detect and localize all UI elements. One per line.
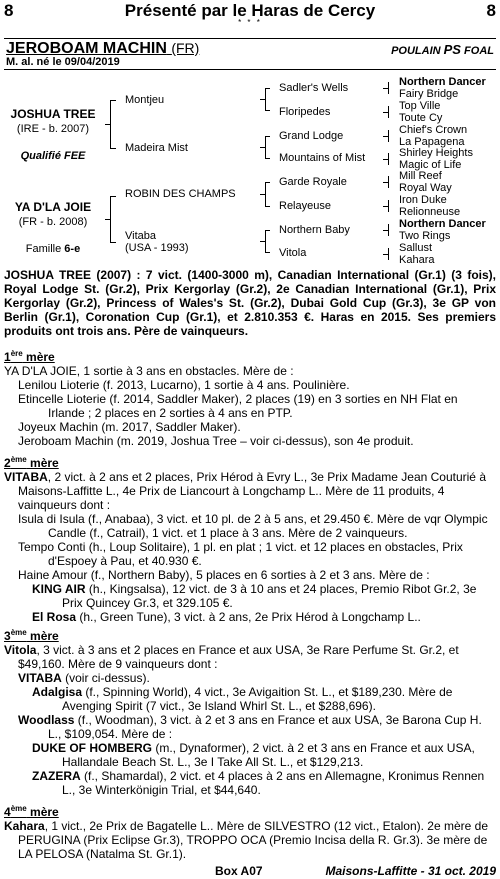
bracket-line <box>388 176 389 188</box>
bracket-line <box>383 159 388 160</box>
bracket-line <box>260 194 265 195</box>
gggparent: Magic of Life <box>399 159 462 171</box>
produce-entry: El Rosa (h., Green Tune), 3 vict. à 2 ans, 2e Prix Hérod à Longchamp L.. <box>32 610 421 624</box>
bracket-line <box>388 82 389 94</box>
ggparent-2: Floripedes <box>279 106 331 118</box>
produce-entry: Lenilou Lioterie (f. 2013, Lucarno), 1 sortie à 4 ans. Poulinière. <box>18 378 350 392</box>
ggparent-5: Garde Royale <box>279 176 347 188</box>
bracket-line <box>388 130 389 142</box>
consignor-title: Présenté par le Haras de Cercy <box>124 1 376 20</box>
bracket-line <box>388 248 389 260</box>
produce-entry: VITABA (voir ci-dessus). <box>18 671 150 685</box>
produce-entry: Jeroboam Machin (m. 2019, Joshua Tree – voir ci-dessus), son 4e produit. <box>18 434 414 448</box>
bracket-line <box>260 241 265 242</box>
dam-summary: Kahara, 1 vict., 2e Prix de Bagatelle L.. Mère de SILVESTRO (12 vict., Etalon). 2e mère de PERUGINA (Prix Eclipse Gr.3), TROPPO OCA (Premio Incisa della R. Gr.3). 3e mère de LA PELOSA (Natalma St. Gr.1). <box>4 819 489 861</box>
grandsire-2: ROBIN DES CHAMPS <box>125 188 236 200</box>
horse-sex-label: POULAIN PS FOAL <box>391 42 494 57</box>
produce-entry: Haine Amour (f., Northern Baby), 5 places en 6 sorties à 2 et 3 ans. Mère de : <box>18 568 430 582</box>
gggparent: Sallust <box>399 242 433 254</box>
bracket-line <box>110 100 116 101</box>
bracket-line <box>110 148 116 149</box>
sale-place-date: Maisons-Laffitte - 31 oct. 2019 <box>325 864 496 878</box>
gggparent: Fairy Bridge <box>399 88 459 100</box>
produce-entry: Isula di Isula (f., Anabaa), 3 vict. et 10 pl. de 2 à 5 ans, et 29.450 €. Mère de vqr Olympic Candle (f., Catrail), 1 vict. et 1 place à 3 ans. Mère de 2 vainqueurs. <box>18 512 488 540</box>
sire-record: JOSHUA TREE (2007) : 7 vict. (1400-3000 m), Canadian International (Gr.1) (3 fois), Royal Lodge St. (Gr.2), Prix Kergorlay (Gr.2), 2e Canadian International (Gr.1), Prix Kergorlay (Gr.2), Princess of Wales's St. (Gr.2), Dubai Gold Cup (Gr.3), 3e GP von Berlin (Gr.1), Coronation Cup (Gr.1), et 2.810.353 €. Haras en 2015. Ses premiers produits ont trois ans. Père de vainqueurs. <box>4 268 496 338</box>
bracket-line <box>265 206 270 207</box>
bracket-line <box>265 136 266 158</box>
bracket-line <box>265 182 270 183</box>
bracket-line <box>383 88 388 89</box>
section-heading: 2ème mère <box>4 455 59 470</box>
page-header <box>0 0 500 27</box>
bracket-line <box>265 230 266 252</box>
sire-name: JOSHUA TREE <box>10 107 96 121</box>
ggparent-3: Grand Lodge <box>279 130 344 142</box>
lot-number-right: 8 <box>486 1 496 20</box>
gggparent: Top Ville <box>399 100 441 112</box>
gggparent: Two Rings <box>399 230 451 242</box>
bracket-line <box>388 200 389 212</box>
grandsire-1: Montjeu <box>125 94 165 106</box>
bracket-line <box>265 88 266 110</box>
gggparent: Chief's Crown <box>399 124 468 136</box>
dam-summary: YA D'LA JOIE, 1 sortie à 3 ans en obstacles. Mère de : <box>4 364 294 378</box>
bracket-line <box>265 182 266 206</box>
produce-entry: Woodlass (f., Woodman), 3 vict. à 2 et 3 ans en France et aux USA, 3e Barona Cup H. L., $109,054. Mère de : <box>18 713 482 741</box>
first-dam-section <box>4 347 496 448</box>
produce-entry: Etincelle Lioterie (f. 2014, Saddler Maker), 2 places (19) en 3 sorties en NH Flat en Irlande ; 2 places en 2 sorties à 4 ans en PTP. <box>18 392 458 420</box>
horse-name: JEROBOAM MACHIN (FR) <box>6 40 200 57</box>
dam-info: (FR - b. 2008) <box>18 216 88 228</box>
gggparent: Shirley Heights <box>399 147 473 159</box>
pedigree-table <box>0 72 500 268</box>
gggparent: Royal Way <box>399 182 452 194</box>
dam-summary: Vitola, 3 vict. à 3 ans et 2 places en France et aux USA, 3e Rare Perfume St. Gr.2, et $49,160. Mère de 9 vainqueurs dont : <box>4 643 459 671</box>
section-heading: 3ème mère <box>4 628 59 643</box>
produce-entry: Adalgisa (f., Spinning World), 4 vict., 3e Avigaition St. L., et $189,230. Mère de Avenging Spirit (7 vict., 3e Island Whirl St. L., et $288,696). <box>32 685 453 713</box>
section-heading: 1ère mère <box>4 349 55 364</box>
bracket-line <box>110 196 116 197</box>
bracket-line <box>383 112 388 113</box>
ggparent-1: Sadler's Wells <box>279 82 349 94</box>
bracket-line <box>105 124 110 125</box>
third-dam-section <box>4 626 496 797</box>
horse-birth: M. al. né le 09/04/2019 <box>6 56 120 68</box>
granddam-2: Vitaba <box>125 230 156 242</box>
bracket-line <box>110 242 116 243</box>
bracket-line <box>388 153 389 165</box>
bracket-line <box>110 100 111 148</box>
bracket-line <box>260 99 265 100</box>
bracket-line <box>383 136 388 137</box>
section-heading: 4ème mère <box>4 804 59 819</box>
gggparent: Northern Dancer <box>399 76 486 88</box>
box-number: Box A07 <box>215 864 263 878</box>
ggparent-7: Northern Baby <box>279 224 350 236</box>
gggparent: Northern Dancer <box>399 218 486 230</box>
bracket-line <box>110 196 111 242</box>
second-dam-section <box>4 453 496 624</box>
bracket-line <box>265 110 270 111</box>
produce-entry: KING AIR (h., Kingsalsa), 12 vict. de 3 à 10 ans et 24 places, Premio Ribot Gr.2, 3e Prix Quincey Gr.3, et 329.105 €. <box>32 582 477 610</box>
bracket-line <box>265 158 270 159</box>
gggparent: Kahara <box>399 254 435 266</box>
bracket-line <box>265 230 270 231</box>
ggparent-6: Relayeuse <box>279 200 331 212</box>
produce-entry: DUKE OF HOMBERG (m., Dynaformer), 2 vict. à 2 et 3 ans en France et aux USA, Hallandale Beach St. L., 3e I Take All St. L., et $129,213. <box>32 741 475 769</box>
gggparent: Relionneuse <box>399 206 461 218</box>
fourth-dam-section <box>4 802 496 861</box>
bracket-line <box>383 230 388 231</box>
gggparent: Toute Cy <box>399 112 443 124</box>
dam-name: YA D'LA JOIE <box>14 200 92 214</box>
granddam-1: Madeira Mist <box>125 142 188 154</box>
produce-entry: Joyeux Machin (m. 2017, Saddler Maker). <box>18 420 241 434</box>
bracket-line <box>383 182 388 183</box>
bracket-line <box>388 224 389 236</box>
gggparent: Mill Reef <box>399 170 442 182</box>
sire-note: Qualifié FEE <box>20 150 86 162</box>
dam-family: Famille 6-e <box>25 243 81 255</box>
horse-name-box <box>4 38 496 70</box>
produce-entry: Tempo Conti (h., Loup Solitaire), 1 pl. en plat ; 1 vict. et 12 places en obstacles, Prix d'Espoey à Pau, et 40.930 €. <box>18 540 463 568</box>
stars-divider: * * * <box>238 18 262 27</box>
bracket-line <box>260 147 265 148</box>
bracket-line <box>265 252 270 253</box>
bracket-line <box>105 219 110 220</box>
bracket-line <box>265 88 270 89</box>
sire-info: (IRE - b. 2007) <box>16 123 90 135</box>
ggparent-8: Vitola <box>279 247 307 259</box>
dam-summary: VITABA, 2 vict. à 2 ans et 2 places, Prix Hérod à Evry L., 3e Prix Madame Jean Couturié à Maisons-Laffitte L., 4e Prix de Liancourt à Longchamp L.. Mère de 11 produits, 4 vainqueurs dont : <box>4 470 486 512</box>
bracket-line <box>383 254 388 255</box>
produce-entry: ZAZERA (f., Shamardal), 2 vict. et 4 places à 2 ans en Allemagne, Kronimus Rennen L., 3e Winterkönigin Trial, et $44,640. <box>32 769 485 797</box>
bracket-line <box>383 206 388 207</box>
gggparent: Iron Duke <box>399 194 447 206</box>
ggparent-4: Mountains of Mist <box>279 152 366 164</box>
bracket-line <box>265 136 270 137</box>
bracket-line <box>388 106 389 118</box>
granddam-2-info: (USA - 1993) <box>125 242 189 254</box>
gggparent: La Papagena <box>399 136 465 148</box>
lot-number-left: 8 <box>4 1 14 20</box>
page-footer <box>0 862 500 879</box>
